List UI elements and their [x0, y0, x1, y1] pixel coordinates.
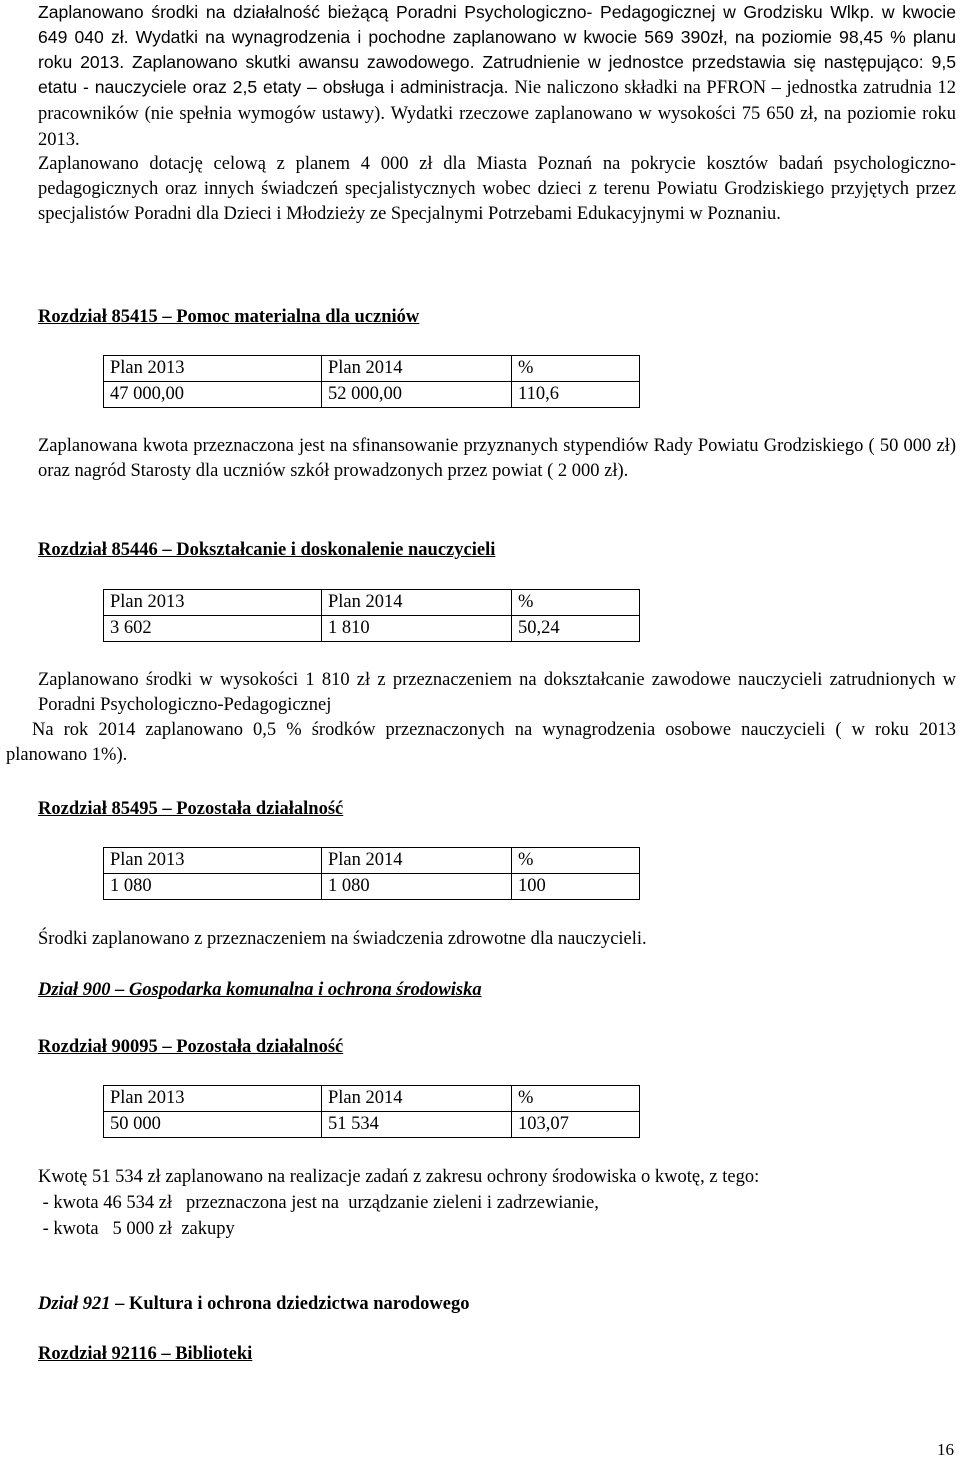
heading-rozdzial-85446: Rozdział 85446 – Dokształcanie i doskonalenie nauczycieli [38, 540, 496, 560]
paragraph-doksztalcanie: Zaplanowano środki w wysokości 1 810 zł z przeznaczeniem na dokształcanie zawodowe nauczycieli zatrudnionych w Poradni Psychologiczno-Pedagogicznej [38, 670, 956, 715]
paragraph-swiadczenia-zdrowotne: Środki zaplanowano z przeznaczeniem na świadczenia zdrowotne dla nauczycieli. [38, 929, 647, 949]
table-row [104, 382, 640, 408]
header-plan-2013: Plan 2013 [104, 1086, 322, 1112]
header-percent: % [512, 848, 640, 874]
paragraph-pfron: Nie naliczono składki na PFRON – jednostka zatrudnia 12 pracowników (nie spełnia wymogów ustawy). Wydatki rzeczowe zaplanowano w wysokości 75 650 zł, na poziomie roku 2013. [38, 78, 956, 150]
header-plan-2013: Plan 2013 [104, 590, 322, 616]
heading-rozdzial-90095: Rozdział 90095 – Pozostała działalność [38, 1037, 344, 1057]
cell-plan-2014: 1 080 [322, 874, 512, 900]
heading-dzial-921 [38, 1292, 470, 1317]
table-header-row [104, 590, 640, 616]
table-90095 [103, 1085, 640, 1138]
header-plan-2014: Plan 2014 [322, 848, 512, 874]
paragraph-dotacja-poznan: Zaplanowano dotację celową z planem 4 000 zł dla Miasta Poznań na pokrycie kosztów badań psychologiczno-pedagogicznych oraz innych świadczeń specjalistycznych wobec dzieci z terenu Powiatu Grodziskiego przyjętych przez specjalistów Poradni dla Dzieci i Młodzieży ze Specjalnymi Potrzebami Edukacyjnymi w Poznaniu. [38, 154, 956, 224]
table-85495 [103, 847, 640, 900]
header-percent: % [512, 1086, 640, 1112]
cell-plan-2014: 1 810 [322, 616, 512, 642]
cell-plan-2014: 51 534 [322, 1112, 512, 1138]
cell-plan-2014: 52 000,00 [322, 382, 512, 408]
cell-percent: 110,6 [512, 382, 640, 408]
heading-rozdzial-85415: Rozdział 85415 – Pomoc materialna dla uczniów [38, 307, 420, 327]
cell-percent: 50,24 [512, 616, 640, 642]
header-plan-2013: Plan 2013 [104, 356, 322, 382]
table-header-row [104, 1086, 640, 1112]
heading-rozdzial-85495: Rozdział 85495 – Pozostała działalność [38, 799, 344, 819]
table-row [104, 616, 640, 642]
cell-plan-2013: 47 000,00 [104, 382, 322, 408]
header-percent: % [512, 356, 640, 382]
cell-plan-2013: 3 602 [104, 616, 322, 642]
header-plan-2014: Plan 2014 [322, 356, 512, 382]
header-plan-2014: Plan 2014 [322, 590, 512, 616]
page-number: 16 [937, 1440, 954, 1459]
cell-plan-2013: 1 080 [104, 874, 322, 900]
header-percent: % [512, 590, 640, 616]
paragraph-ochrona-srodowiska: Kwotę 51 534 zł zaplanowano na realizacje zadań z zakresu ochrony środowiska o kwotę, z tego: [38, 1167, 760, 1187]
heading-dzial-900: Dział 900 – Gospodarka komunalna i ochrona środowiska [38, 980, 482, 1000]
header-plan-2013: Plan 2013 [104, 848, 322, 874]
table-85415 [103, 355, 640, 408]
cell-percent: 100 [512, 874, 640, 900]
table-row [104, 874, 640, 900]
paragraph-poradnia-funding: Zaplanowano środki na działalność bieżącą Poradni Psychologiczno- Pedagogicznej w Grodzisku Wlkp. w kwocie 649 040 zł. Wydatki na wynagrodzenia i pochodne zaplanowano w kwocie 569 390zł, na poziomie 98,45 % planu roku 2013. Zaplanowano skutki awansu zawodowego. Zatrudnienie w jednostce przedstawia się następująco: 9,5 etatu - nauczyciele oraz 2,5 etaty – obsługa i administracja. Nie naliczono składki na PFRON – jednostka zatrudnia 12 pracowników (nie spełnia wymogów ustawy). Wydatki rzeczowe zaplanowano w wysokości 75 650 zł, na poziomie roku 2013. [38, 2, 956, 150]
table-row [104, 1112, 640, 1138]
paragraph-wynagrodzenia: Na rok 2014 zaplanowano 0,5 % środków przeznaczonych na wynagrodzenia osobowe nauczycieli ( w roku 2013 planowano 1%). [6, 720, 956, 765]
paragraph-stypendia: Zaplanowana kwota przeznaczona jest na sfinansowanie przyznanych stypendiów Rady Powiatu Grodziskiego ( 50 000 zł) oraz nagród Starosty dla uczniów szkół prowadzonych przez powiat ( 2 000 zł). [38, 436, 956, 481]
cell-percent: 103,07 [512, 1112, 640, 1138]
table-header-row [104, 356, 640, 382]
table-85446 [103, 589, 640, 642]
heading-dzial-921-title: – Kultura i ochrona dziedzictwa narodowego [110, 1294, 470, 1314]
heading-rozdzial-92116: Rozdział 92116 – Biblioteki [38, 1344, 253, 1364]
list-item-zielen: - kwota 46 534 zł przeznaczona jest na urządzanie zieleni i zadrzewianie, [38, 1193, 599, 1213]
list-item-zakupy: - kwota 5 000 zł zakupy [38, 1219, 235, 1239]
header-plan-2014: Plan 2014 [322, 1086, 512, 1112]
heading-dzial-921-number: Dział 921 [38, 1294, 111, 1314]
cell-plan-2013: 50 000 [104, 1112, 322, 1138]
table-header-row [104, 848, 640, 874]
